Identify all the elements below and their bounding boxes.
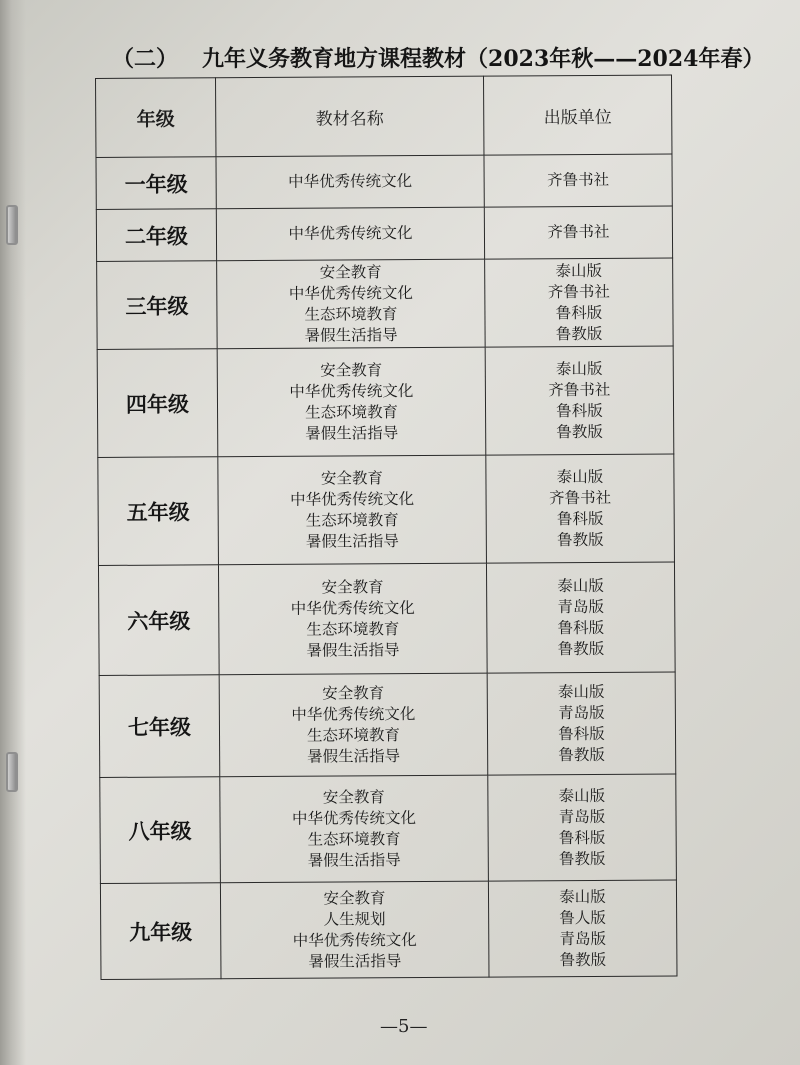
grade-cell: 六年级 (98, 565, 219, 676)
publisher-name: 青岛版 (558, 807, 606, 826)
grade-cell: 三年级 (97, 261, 218, 350)
material-name: 安全教育 (322, 683, 385, 703)
material-name: 暑假生活指导 (307, 746, 401, 766)
material-cell (216, 207, 484, 261)
publisher-name: 泰山版 (557, 576, 604, 595)
material-cell (218, 455, 487, 565)
material-name: 暑假生活指导 (305, 531, 399, 551)
title-text: 九年义务教育地方课程教材（2023年秋——2024年春） (202, 46, 765, 72)
material-cell (219, 673, 488, 777)
material-name: 暑假生活指导 (306, 640, 400, 660)
material-name: 中华优秀传统文化 (292, 930, 417, 950)
course-table (95, 74, 677, 980)
table-row (97, 258, 674, 350)
material-cell (217, 347, 486, 457)
material-name: 暑假生活指导 (308, 951, 402, 971)
material-name: 人生规划 (323, 909, 386, 929)
publisher-name: 泰山版 (556, 467, 604, 486)
publisher-cell (488, 774, 677, 881)
material-name: 安全教育 (320, 468, 384, 488)
material-name: 生态环境教育 (307, 829, 401, 849)
material-name: 中华优秀传统文化 (288, 224, 413, 243)
material-name: 中华优秀传统文化 (289, 381, 414, 401)
table-row (100, 880, 677, 980)
material-cell (217, 259, 486, 349)
publisher-name: 鲁人版 (559, 908, 606, 927)
column-header-material: 教材名称 (216, 76, 484, 157)
material-name: 安全教育 (323, 888, 386, 908)
publisher-name: 鲁教版 (559, 950, 607, 969)
staple-bottom (6, 752, 18, 792)
material-name: 暑假生活指导 (305, 423, 399, 443)
material-cell (220, 881, 489, 979)
publisher-cell (485, 258, 674, 347)
publisher-name: 青岛版 (558, 703, 605, 722)
material-name: 安全教育 (320, 360, 383, 380)
column-header-publisher: 出版单位 (483, 75, 671, 155)
publisher-name: 齐鲁书社 (547, 170, 610, 190)
publisher-name: 鲁科版 (557, 618, 605, 637)
publisher-cell (485, 346, 674, 455)
material-name: 中华优秀传统文化 (291, 808, 417, 828)
table-header-row (96, 75, 672, 158)
publisher-cell (486, 454, 675, 563)
publisher-name: 鲁教版 (555, 324, 603, 343)
material-cell (220, 775, 489, 883)
table-row (97, 346, 674, 458)
grade-cell: 七年级 (99, 675, 220, 778)
publisher-cell (484, 154, 672, 207)
publisher-cell (487, 672, 676, 775)
material-name: 生态环境教育 (304, 304, 398, 324)
publisher-name: 鲁教版 (557, 639, 605, 658)
table-row (98, 562, 675, 676)
publisher-name: 齐鲁书社 (549, 488, 612, 507)
publisher-name: 泰山版 (555, 261, 602, 280)
publisher-name: 泰山版 (558, 786, 606, 805)
publisher-cell (488, 880, 677, 977)
material-name: 中华优秀传统文化 (288, 172, 413, 191)
table-row (96, 154, 672, 210)
material-name: 中华优秀传统文化 (291, 704, 416, 724)
material-name: 暑假生活指导 (304, 325, 398, 345)
publisher-name: 鲁科版 (555, 303, 603, 322)
publisher-name: 泰山版 (557, 682, 605, 701)
grade-cell: 二年级 (96, 209, 216, 262)
material-name: 中华优秀传统文化 (288, 283, 413, 303)
publisher-name: 鲁科版 (556, 401, 603, 420)
table-row (98, 454, 675, 566)
material-name: 生态环境教育 (306, 725, 401, 745)
column-header-grade: 年级 (96, 78, 216, 158)
page-number: —5— (380, 1016, 428, 1037)
material-name: 安全教育 (319, 262, 382, 282)
material-name: 安全教育 (321, 577, 384, 597)
publisher-name: 齐鲁书社 (547, 222, 610, 242)
grade-cell: 五年级 (98, 457, 219, 566)
publisher-name: 青岛版 (559, 929, 607, 948)
material-cell (216, 155, 484, 209)
publisher-name: 泰山版 (559, 887, 606, 906)
staple-top (6, 205, 18, 245)
publisher-cell (486, 562, 675, 673)
publisher-name: 鲁教版 (556, 422, 603, 441)
publisher-name: 齐鲁书社 (547, 282, 610, 301)
section-number: （二） (112, 46, 179, 72)
publisher-name: 鲁教版 (558, 745, 605, 764)
table-row (96, 206, 672, 262)
publisher-name: 鲁教版 (557, 530, 604, 549)
publisher-name: 鲁科版 (558, 724, 605, 743)
table-row (100, 774, 677, 884)
publisher-name: 泰山版 (555, 359, 603, 378)
material-cell (218, 563, 487, 675)
table-row (99, 672, 676, 778)
page-title (112, 42, 764, 73)
publisher-name: 青岛版 (557, 597, 605, 616)
material-name: 生态环境教育 (306, 619, 400, 639)
grade-cell: 九年级 (100, 883, 221, 980)
grade-cell: 八年级 (100, 777, 221, 884)
publisher-name: 鲁科版 (558, 828, 606, 847)
publisher-cell (484, 206, 672, 259)
material-name: 生态环境教育 (305, 510, 399, 530)
material-name: 生态环境教育 (304, 402, 399, 422)
material-name: 中华优秀传统文化 (290, 489, 415, 509)
publisher-name: 齐鲁书社 (548, 380, 611, 399)
material-name: 安全教育 (322, 787, 385, 807)
grade-cell: 一年级 (96, 157, 216, 210)
grade-cell: 四年级 (97, 349, 218, 458)
publisher-name: 鲁科版 (556, 509, 604, 528)
binding-edge (0, 0, 26, 1065)
material-name: 暑假生活指导 (307, 850, 401, 870)
publisher-name: 鲁教版 (558, 849, 606, 868)
material-name: 中华优秀传统文化 (290, 598, 415, 618)
